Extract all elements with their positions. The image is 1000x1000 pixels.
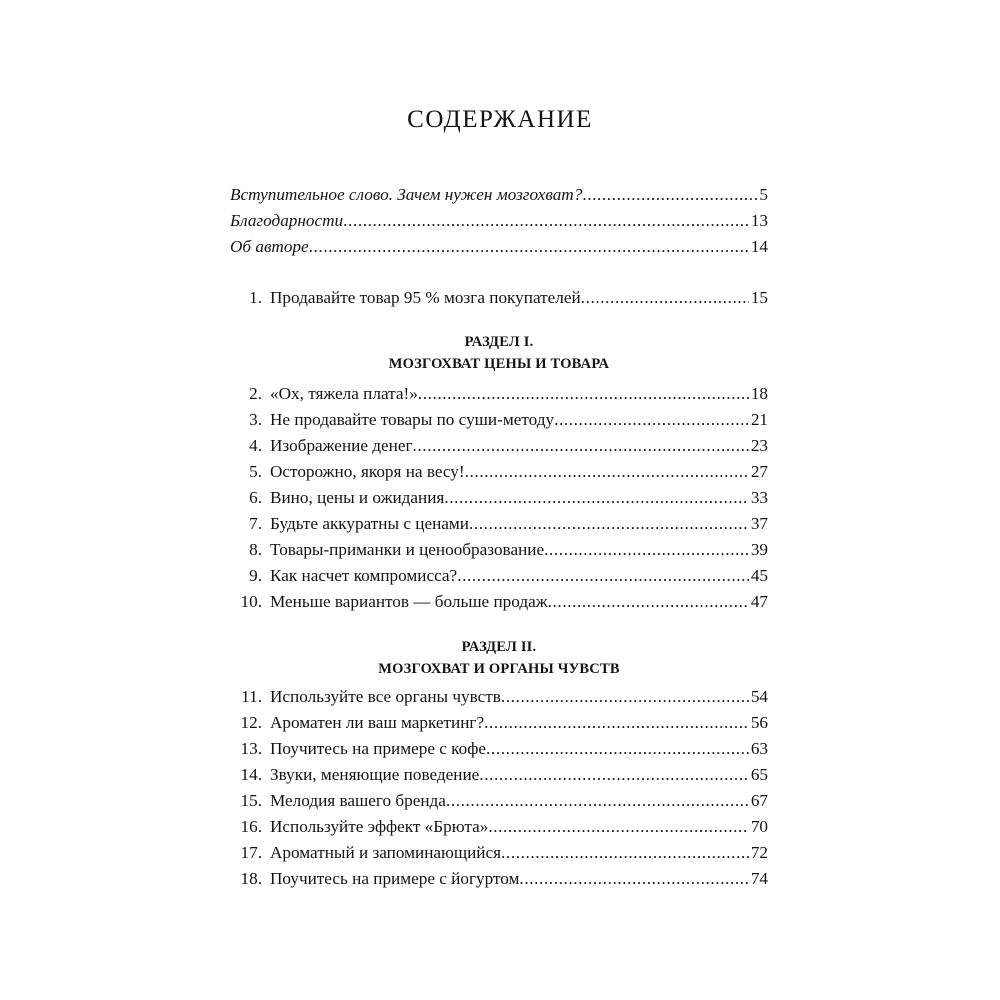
entry-title: Продавайте товар 95 % мозга покупателей (270, 288, 581, 307)
entry-page: 39 (750, 540, 768, 559)
toc-entry-chapter (230, 285, 768, 311)
entry-number: 3. (249, 410, 262, 429)
entry-title: Вступительное слово. Зачем нужен мозгохват? (230, 185, 583, 204)
entry-title: «Ох, тяжела плата!» (270, 384, 418, 403)
entry-title: Благодарности (230, 211, 344, 230)
leader-dots (413, 433, 749, 459)
entry-page: 14 (750, 237, 768, 256)
entry-page: 74 (750, 869, 768, 888)
entry-title: Осторожно, якоря на весу! (270, 462, 465, 481)
toc-entry-about-author (230, 234, 768, 260)
entry-number: 15. (240, 791, 262, 810)
leader-dots (479, 762, 749, 788)
section-title: МОЗГОХВАТ ЦЕНЫ И ТОВАРА (388, 356, 610, 372)
leader-dots (581, 285, 749, 311)
entry-title: Об авторе (230, 237, 309, 256)
entry-title: Звуки, меняющие поведение (270, 765, 480, 784)
leader-dots (444, 485, 748, 511)
entry-title: Ароматный и запоминающийся (270, 843, 502, 862)
section-title: МОЗГОХВАТ И ОРГАНЫ ЧУВСТВ (378, 661, 620, 677)
entry-number: 11. (241, 687, 262, 706)
entry-page: 47 (750, 592, 768, 611)
leader-dots (548, 589, 749, 615)
entry-page: 15 (750, 288, 768, 307)
toc-entry-chapter (230, 485, 768, 511)
entry-title: Поучитесь на примере с йогуртом (270, 869, 520, 888)
section-label: РАЗДЕЛ II. (461, 639, 537, 655)
leader-dots (519, 866, 748, 892)
entry-title: Изображение денег (270, 436, 413, 455)
entry-page: 13 (750, 211, 768, 230)
toc-entry-chapter (230, 684, 768, 710)
page-title: СОДЕРЖАНИЕ (407, 106, 593, 133)
toc-entry-chapter (230, 433, 768, 459)
toc-entry-chapter (230, 407, 768, 433)
entry-number: 16. (240, 817, 262, 836)
leader-dots (544, 537, 749, 563)
entry-number: 2. (249, 384, 262, 403)
entry-number: 18. (240, 869, 262, 888)
leader-dots (582, 182, 757, 208)
toc-entry-chapter (230, 381, 768, 407)
section-label: РАЗДЕЛ I. (464, 334, 534, 350)
toc-entry-chapter (230, 563, 768, 589)
toc-entry-acknowledgements (230, 208, 768, 234)
toc-entry-chapter (230, 814, 768, 840)
leader-dots (309, 234, 749, 260)
entry-title: Используйте эффект «Брюта» (270, 817, 489, 836)
entry-page: 18 (750, 384, 768, 403)
entry-page: 67 (750, 791, 768, 810)
leader-dots (343, 208, 749, 234)
leader-dots (501, 840, 749, 866)
entry-page: 63 (750, 739, 768, 758)
toc-entry-chapter (230, 459, 768, 485)
entry-page: 33 (750, 488, 768, 507)
entry-number: 13. (240, 739, 262, 758)
entry-number: 1. (249, 288, 262, 307)
leader-dots (469, 511, 749, 537)
entry-number: 12. (240, 713, 262, 732)
leader-dots (465, 459, 749, 485)
entry-number: 10. (240, 592, 262, 611)
entry-number: 5. (249, 462, 262, 481)
entry-title: Как насчет компромисса? (270, 566, 458, 585)
entry-page: 27 (750, 462, 768, 481)
leader-dots (418, 381, 749, 407)
toc-entry-chapter (230, 840, 768, 866)
toc-entry-chapter (230, 866, 768, 892)
entry-title: Используйте все органы чувств (270, 687, 501, 706)
entry-number: 17. (240, 843, 262, 862)
entry-page: 56 (750, 713, 768, 732)
entry-page: 45 (750, 566, 768, 585)
leader-dots (501, 684, 749, 710)
entry-page: 21 (750, 410, 768, 429)
entry-title: Поучитесь на примере с кофе (270, 739, 487, 758)
toc-entry-chapter (230, 736, 768, 762)
entry-page: 23 (750, 436, 768, 455)
entry-number: 6. (249, 488, 262, 507)
entry-title: Вино, цены и ожидания (270, 488, 445, 507)
leader-dots (486, 736, 749, 762)
entry-title: Товары-приманки и ценообразование (270, 540, 545, 559)
entry-number: 4. (249, 436, 262, 455)
entry-title: Не продавайте товары по суши-методу (270, 410, 555, 429)
leader-dots (488, 814, 749, 840)
entry-title: Ароматен ли ваш маркетинг? (270, 713, 485, 732)
toc-entry-chapter (230, 710, 768, 736)
entry-number: 14. (240, 765, 262, 784)
toc-entry-chapter (230, 537, 768, 563)
entry-page: 37 (750, 514, 768, 533)
leader-dots (554, 407, 749, 433)
toc-entry-chapter (230, 762, 768, 788)
entry-title: Будьте аккуратны с ценами (270, 514, 469, 533)
entry-page: 54 (750, 687, 768, 706)
toc-entry-chapter (230, 589, 768, 615)
entry-number: 8. (249, 540, 262, 559)
entry-page: 70 (750, 817, 768, 836)
entry-number: 9. (249, 566, 262, 585)
leader-dots (446, 788, 749, 814)
toc-entry-foreword (230, 182, 768, 208)
toc-entry-chapter (230, 511, 768, 537)
leader-dots (484, 710, 749, 736)
leader-dots (457, 563, 749, 589)
entry-page: 72 (750, 843, 768, 862)
entry-title: Мелодия вашего бренда (270, 791, 446, 810)
entry-number: 7. (249, 514, 262, 533)
entry-title: Меньше вариантов — больше продаж (270, 592, 548, 611)
entry-page: 5 (759, 185, 768, 204)
entry-page: 65 (750, 765, 768, 784)
toc-entry-chapter (230, 788, 768, 814)
